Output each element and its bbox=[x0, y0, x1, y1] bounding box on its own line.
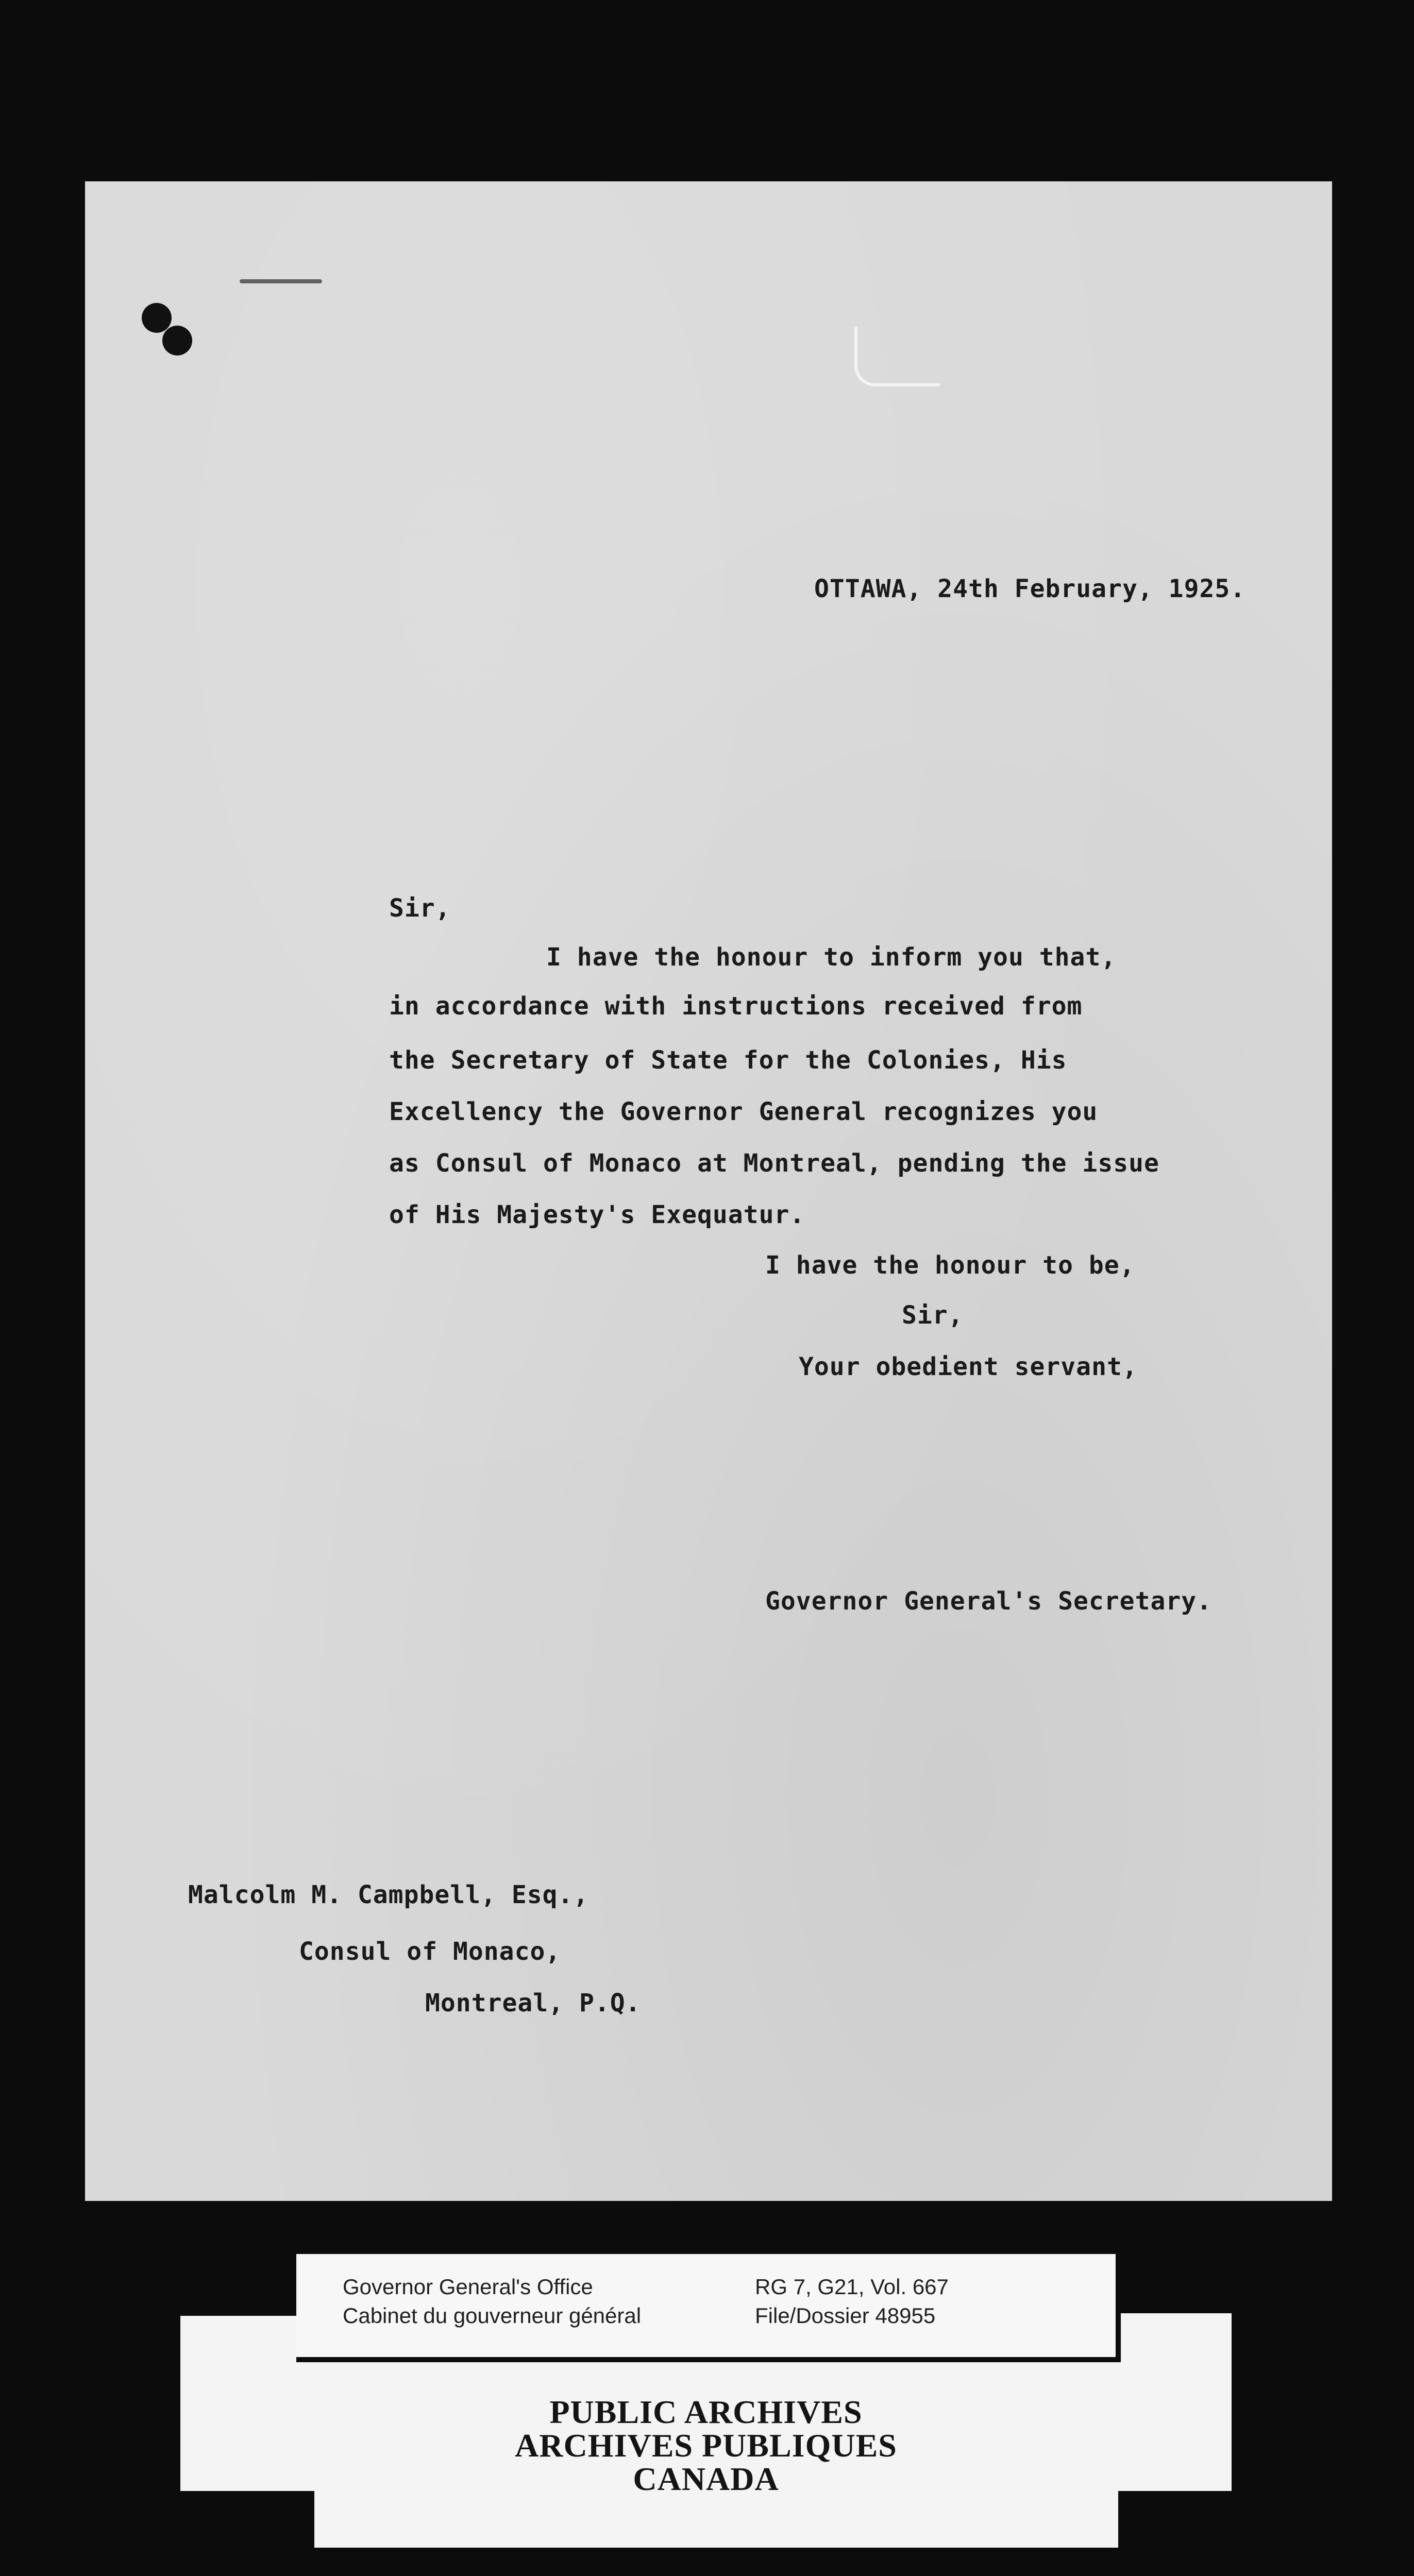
office-name-en: Governor General's Office bbox=[343, 2275, 593, 2299]
letter-closing: Sir, bbox=[902, 1301, 964, 1330]
letter-closing: Your obedient servant, bbox=[799, 1352, 1138, 1381]
letter-closing: I have the honour to be, bbox=[765, 1251, 1135, 1280]
signature-title: Governor General's Secretary. bbox=[765, 1587, 1213, 1616]
letter-body-line: of His Majesty's Exequatur. bbox=[389, 1200, 805, 1229]
label-holder-bottom bbox=[314, 2491, 1118, 2548]
letter-salutation: Sir, bbox=[389, 894, 451, 923]
addressee-city: Montreal, P.Q. bbox=[425, 1989, 641, 2018]
archive-reference-card bbox=[296, 2254, 1116, 2357]
paper-scratch-mark bbox=[854, 327, 940, 386]
letter-body-line: Excellency the Governor General recognizes you bbox=[389, 1097, 1098, 1126]
letter-dateline: OTTAWA, 24th February, 1925. bbox=[814, 574, 1246, 603]
punch-hole bbox=[142, 303, 172, 333]
office-name-fr: Cabinet du gouverneur général bbox=[343, 2303, 642, 2328]
letter-body-line: as Consul of Monaco at Montreal, pending the issue bbox=[389, 1149, 1159, 1178]
archives-stamp-line-1: PUBLIC ARCHIVES bbox=[549, 2394, 863, 2430]
record-group-reference: RG 7, G21, Vol. 667 bbox=[755, 2275, 949, 2299]
archives-stamp-line-3: CANADA bbox=[633, 2461, 779, 2497]
label-holder-right bbox=[1121, 2313, 1232, 2362]
file-number: File/Dossier 48955 bbox=[755, 2303, 936, 2328]
addressee-name: Malcolm M. Campbell, Esq., bbox=[188, 1880, 589, 1909]
punch-hole bbox=[162, 326, 192, 355]
letter-body-line: in accordance with instructions received from bbox=[389, 992, 1083, 1021]
addressee-title: Consul of Monaco, bbox=[299, 1937, 561, 1966]
pencil-mark bbox=[240, 279, 322, 283]
archives-stamp-line-2: ARCHIVES PUBLIQUES bbox=[515, 2427, 897, 2464]
label-holder-left bbox=[180, 2316, 296, 2362]
letter-body-line: the Secretary of State for the Colonies, His bbox=[389, 1046, 1067, 1075]
letter-body-line: I have the honour to inform you that, bbox=[546, 943, 1117, 972]
